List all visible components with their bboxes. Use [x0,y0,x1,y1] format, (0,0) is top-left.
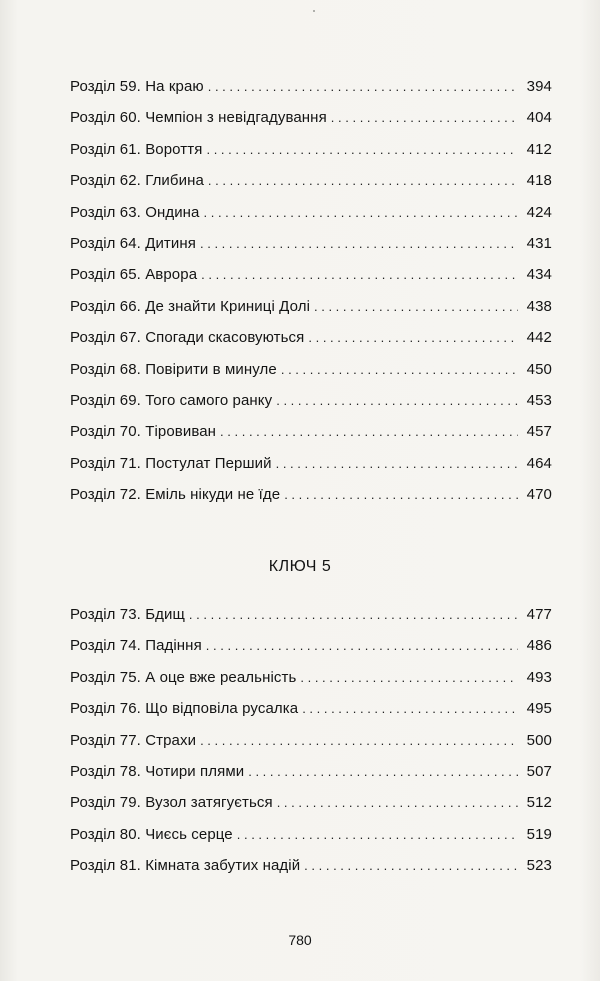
chapter-page-number: 477 [526,606,552,623]
toc-entry [70,298,552,329]
chapter-page-number: 438 [526,297,552,315]
chapter-title: Розділ 77. Страхи [70,731,197,749]
chapter-title: Розділ 81. Кімната забутих надій [70,857,301,875]
chapter-title: Розділ 79. Вузол затягується [70,794,273,812]
dot-leader [331,110,518,125]
toc-entry [70,826,552,857]
dot-leader [300,670,518,685]
chapter-title: Розділ 70. Тіровиван [70,423,217,441]
chapter-page-number: 442 [526,329,552,347]
chapter-title: Розділ 78. Чотири плями [70,762,245,780]
chapter-title: Розділ 64. Дитиня [70,234,196,252]
dot-leader [206,638,518,653]
toc-entry [70,669,552,700]
dot-leader [284,487,518,502]
chapter-page-number: 464 [526,454,552,472]
dot-leader [204,205,518,220]
chapter-page-number: 424 [526,203,552,221]
chapter-title: Розділ 59. На краю [70,78,204,95]
table-of-contents-part-1 [70,78,552,517]
chapter-page-number: 457 [526,423,552,441]
toc-entry [70,763,552,794]
chapter-page-number: 431 [526,234,552,252]
toc-entry [70,423,552,454]
toc-entry [70,329,552,360]
dot-leader [248,764,518,779]
chapter-title: Розділ 66. Де знайти Криниці Долі [70,297,310,315]
dot-leader [276,456,518,471]
toc-entry [70,361,552,392]
chapter-page-number: 450 [526,360,552,378]
chapter-page-number: 453 [526,391,552,409]
toc-entry [70,794,552,825]
chapter-title: Розділ 73. Бдищ [70,606,185,623]
chapter-page-number: 434 [526,266,552,284]
chapter-page-number: 523 [526,857,552,875]
chapter-title: Розділ 68. Повірити в минуле [70,360,277,378]
dot-leader [277,795,518,810]
toc-entry [70,857,552,888]
table-of-contents-part-2 [70,606,552,889]
chapter-title: Розділ 75. А оце вже реальність [70,668,297,686]
chapter-title: Розділ 74. Падіння [70,637,202,655]
chapter-title: Розділ 63. Ондина [70,203,200,221]
dot-leader [304,858,518,873]
chapter-title: Розділ 65. Аврора [70,266,198,284]
chapter-title: Розділ 69. Того самого ранку [70,391,273,409]
chapter-title: Розділ 61. Вороття [70,140,203,158]
chapter-page-number: 404 [526,109,552,127]
dot-leader [220,424,518,439]
print-speck [313,10,315,12]
chapter-page-number: 486 [526,637,552,655]
dot-leader [276,393,518,408]
toc-entry [70,606,552,637]
dot-leader [189,607,518,622]
chapter-page-number: 418 [526,172,552,190]
toc-entry [70,141,552,172]
chapter-title: Розділ 62. Глибина [70,172,204,190]
toc-entry [70,700,552,731]
toc-entry [70,486,552,517]
dot-leader [237,827,518,842]
dot-leader [208,79,518,94]
toc-entry [70,109,552,140]
chapter-page-number: 500 [526,731,552,749]
chapter-title: Розділ 76. Що відповіла русалка [70,700,299,718]
part-heading: КЛЮЧ 5 [268,558,332,575]
toc-entry [70,235,552,266]
toc-entry [70,172,552,203]
chapter-page-number: 493 [526,668,552,686]
dot-leader [201,267,518,282]
toc-entry [70,392,552,423]
dot-leader [314,299,518,314]
toc-entry [70,204,552,235]
toc-entry [70,78,552,109]
chapter-page-number: 470 [526,486,552,504]
chapter-title: Розділ 60. Чемпіон з невідгадування [70,109,327,127]
chapter-title: Розділ 67. Спогади скасовуються [70,329,305,347]
chapter-title: Розділ 80. Чиєсь серце [70,825,233,843]
dot-leader [200,236,518,251]
toc-entry [70,732,552,763]
dot-leader [200,733,518,748]
chapter-page-number: 495 [526,700,552,718]
dot-leader [208,173,518,188]
dot-leader [302,701,518,716]
chapter-page-number: 512 [526,794,552,812]
dot-leader [281,362,518,377]
chapter-page-number: 412 [526,140,552,158]
page-number: 780 [288,932,312,948]
dot-leader [308,330,518,345]
chapter-page-number: 519 [526,825,552,843]
chapter-page-number: 507 [526,762,552,780]
chapter-title: Розділ 72. Еміль нікуди не їде [70,486,281,504]
toc-entry [70,455,552,486]
toc-entry [70,637,552,668]
dot-leader [206,142,518,157]
chapter-title: Розділ 71. Постулат Перший [70,454,272,472]
toc-entry [70,266,552,297]
chapter-page-number: 394 [526,78,552,95]
